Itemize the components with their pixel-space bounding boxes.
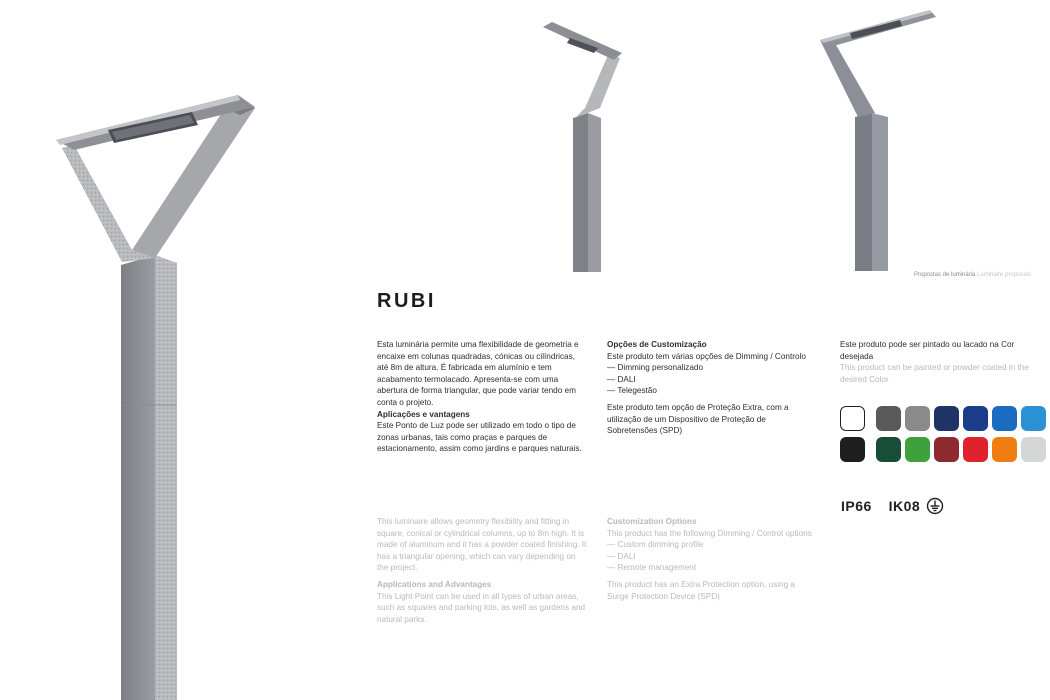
caption-en: Luminaire proposals	[977, 272, 1032, 278]
luminaire-proposal-1	[530, 15, 640, 275]
intro-pt: Esta luminária permite uma flexibilidade de geometria e encaixe em colunas quadradas, cónicas ou cilíndricas, até 8m de altura. É fabricada em alumínio e tem acabamento termolacado. Apresenta-se com uma abertura de forma triangular, que pode variar tendo em conta o projeto.	[377, 340, 579, 407]
customization-heading-en: Customization Options	[607, 517, 697, 526]
color-text-pt: Este produto pode ser pintado ou lacado na Cor desejada	[840, 340, 1015, 361]
customization-column	[607, 339, 807, 437]
color-swatch[interactable]	[1021, 406, 1046, 431]
color-swatch[interactable]	[876, 406, 901, 431]
color-swatch[interactable]	[934, 406, 959, 431]
color-swatch[interactable]	[840, 437, 865, 462]
dimming-option-2-en: — DALI	[607, 551, 636, 561]
dimming-option-1-en: — Custom dimming profile	[607, 540, 704, 550]
dimming-option-3-en: — Remote management	[607, 563, 697, 573]
product-title: RUBI	[377, 290, 436, 312]
extra-protection-pt: Este produto tem opção de Proteção Extra, com a utilização de um Dispositivo de Proteção de Sobretensões (SPD)	[607, 402, 789, 436]
caption-pt: Propostas de luminária	[914, 272, 976, 278]
dimming-intro-pt: Este produto tem várias opções de Dimming / Controlo	[607, 351, 806, 361]
dimming-option-3-pt: — Telegestão	[607, 386, 657, 396]
extra-protection-en: This product has an Extra Protection option, using a Surge Protection Device (SPD)	[607, 579, 795, 601]
dimming-intro-en: This product has the following Dimming / Control options	[607, 528, 812, 538]
proposals-caption	[914, 272, 1031, 278]
luminaire-proposal-2	[810, 5, 940, 275]
color-swatch[interactable]	[905, 437, 930, 462]
color-swatch[interactable]	[992, 437, 1017, 462]
color-column	[840, 339, 1040, 385]
ik-rating: IK08	[888, 498, 921, 514]
dimming-option-2-pt: — DALI	[607, 374, 636, 384]
applications-heading-pt: Aplicações e vantagens	[377, 409, 470, 419]
color-swatch[interactable]	[1021, 437, 1046, 462]
description-column	[377, 339, 587, 455]
dimming-option-1-pt: — Dimming personalizado	[607, 363, 704, 373]
protection-ratings	[841, 498, 920, 514]
luminaire-main-illustration	[0, 0, 330, 700]
color-text-en: This product can be painted or powder coated in the desired Color	[840, 363, 1029, 384]
color-swatch[interactable]	[876, 437, 901, 462]
color-swatch[interactable]	[963, 437, 988, 462]
customization-column-en	[607, 516, 812, 602]
color-swatch[interactable]	[840, 406, 865, 431]
color-swatch[interactable]	[992, 406, 1017, 431]
color-swatch[interactable]	[963, 406, 988, 431]
applications-pt: Este Ponto de Luz pode ser utilizado em todo o tipo de zonas urbanas, tais como praças e parques de estacionamento, assim como jardins e parques naturais.	[377, 421, 582, 454]
customization-heading-pt: Opções de Customização	[607, 340, 707, 349]
intro-en: This luminaire allows geometry flexibility and fitting in square, conical or cylindrical columns, up to 8m high. It is made of aluminum and it has a powder coated finishing. It has a triangular opening, which can vary depending on the project.	[377, 517, 587, 573]
applications-en: This Light Point can be used in all types of urban areas, such as squares and parking lots, as well as gardens and natural parks.	[377, 591, 585, 624]
applications-heading-en: Applications and Advantages	[377, 579, 492, 589]
ip-rating: IP66	[841, 498, 872, 514]
description-column-en	[377, 516, 587, 625]
earth-ground-icon	[926, 497, 944, 515]
color-swatch[interactable]	[905, 406, 930, 431]
color-swatch[interactable]	[934, 437, 959, 462]
color-swatches	[840, 406, 1050, 466]
